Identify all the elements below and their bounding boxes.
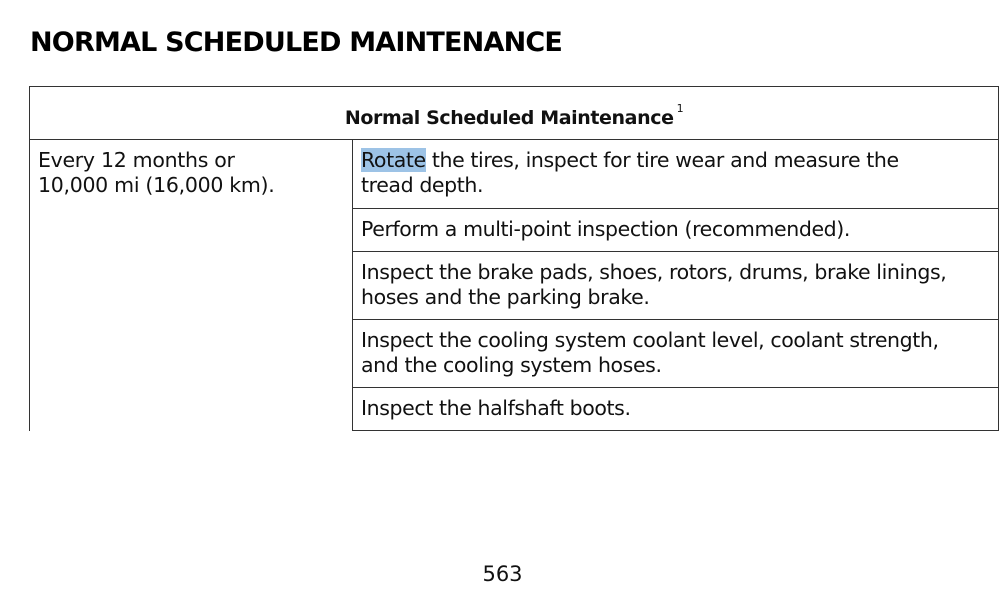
- task-row-rotate-tires: [353, 140, 999, 209]
- task-row-cooling: [353, 320, 999, 388]
- task-text: Perform a multi-point inspection (recommended).: [361, 217, 850, 241]
- task-text: Inspect the brake pads, shoes, rotors, drums, brake linings, hoses and the parking brake.: [361, 260, 947, 309]
- page-number: 563: [482, 562, 523, 586]
- task-text-rest: the tires, inspect for tire wear and measure the tread depth.: [361, 148, 899, 197]
- interval-cell: [29, 140, 353, 431]
- footnote-marker: 1: [676, 102, 684, 115]
- task-text: Inspect the halfshaft boots.: [361, 396, 631, 420]
- table-header: [29, 86, 999, 140]
- table-header-label: [30, 102, 998, 133]
- table-header-text: Normal Scheduled Maintenance: [344, 107, 674, 129]
- task-text: Inspect the cooling system coolant level, coolant strength, and the cooling system hoses.: [361, 328, 939, 377]
- task-row-halfshaft: [353, 388, 999, 431]
- task-text: [361, 148, 992, 198]
- task-row-brakes: [353, 252, 999, 320]
- interval-text: Every 12 months or 10,000 mi (16,000 km).: [38, 148, 275, 197]
- task-row-multi-point: [353, 209, 999, 252]
- text-selection[interactable]: Rotate: [361, 148, 426, 172]
- page-title: NORMAL SCHEDULED MAINTENANCE: [30, 27, 563, 58]
